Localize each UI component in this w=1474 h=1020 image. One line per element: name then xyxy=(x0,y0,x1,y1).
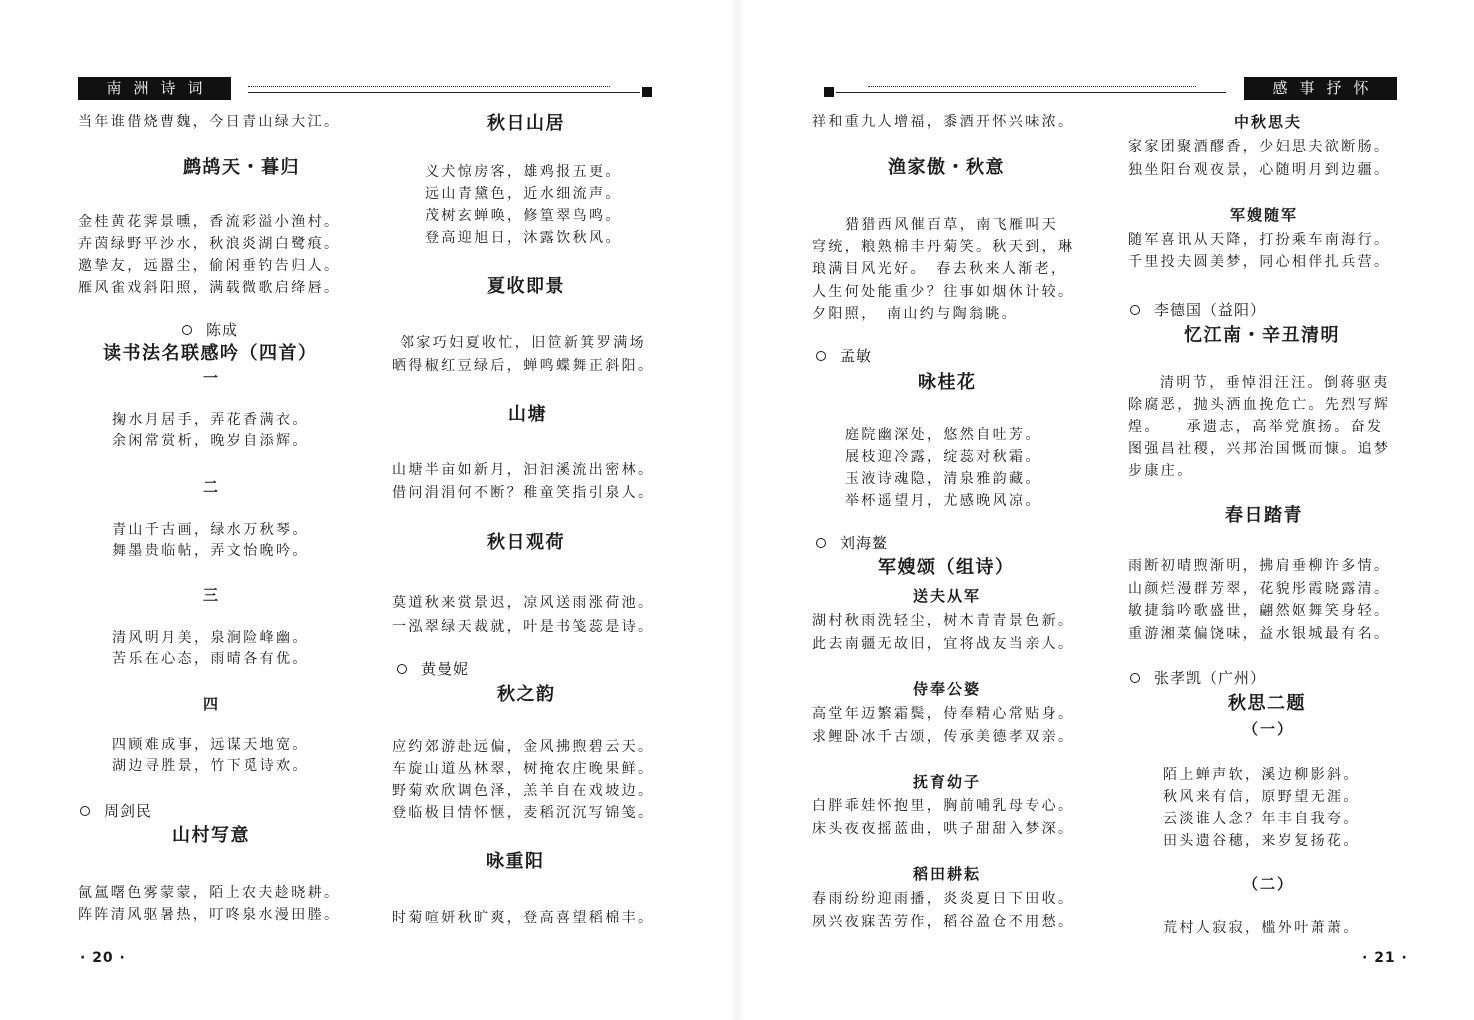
poem-line: 随军喜讯从天降，打扮乘车南海行。 xyxy=(1128,232,1391,248)
poem-line: 晒得椒红豆绿后，蝉鸣蝶舞正斜阳。 xyxy=(392,358,655,374)
poem-line: 白胖乖娃怀抱里，胸前哺乳母专心。 xyxy=(812,798,1075,814)
author-entry xyxy=(182,320,238,340)
poem-line: 金桂黄花霁景曛，香流彩溢小渔村。 xyxy=(78,214,341,230)
poem-line: 雨断初晴煦渐明，拂肩垂柳许多情。 xyxy=(1128,558,1391,574)
author-entry xyxy=(816,533,888,553)
poem-line: 祥和重九人增福，黍酒开怀兴味浓。 xyxy=(812,114,1075,130)
poem-line: 敏捷翁吟歌盛世，翩然妪舞笑身轻。 xyxy=(1128,603,1391,619)
header-square-icon xyxy=(642,87,652,97)
poem-title: 山村写意 xyxy=(172,825,250,846)
poem-line: 清明节，垂悼泪汪汪。倒蒋驱夷 xyxy=(1160,375,1390,391)
header-rule-dotted xyxy=(248,86,610,87)
poem-subtitle: 稻田耕耘 xyxy=(913,865,982,883)
poem-line: 山颜烂漫群芳翠，花貌彤霞晓露清。 xyxy=(1128,581,1391,597)
author-name: 孟敏 xyxy=(840,347,873,365)
poem-title: 秋思二题 xyxy=(1228,693,1306,714)
page-number: · 21 · xyxy=(1362,950,1408,966)
poem-line: 卉茵绿野平沙水，秋浪炎湖白鹭痕。 xyxy=(78,236,341,252)
poem-line: 当年谁借烧曹魏，今日青山绿大江。 xyxy=(78,114,341,130)
poem-line: 此去南疆无故旧，宜将战友当亲人。 xyxy=(812,636,1075,652)
poem-line: 邀挚友，远嚣尘，偷闲垂钓告归人。 xyxy=(78,258,341,274)
poem-line: 邻家巧妇夏收忙，旧笸新箕罗满场 xyxy=(400,335,646,351)
author-marker-icon xyxy=(816,538,826,548)
poem-line: 登高迎旭日，沐露饮秋风。 xyxy=(425,230,622,246)
section-number: 三 xyxy=(202,586,218,604)
author-name: 李德国（益阳） xyxy=(1154,301,1267,319)
poem-line: 床头夜夜摇蓝曲，哄子甜甜入梦深。 xyxy=(812,821,1075,837)
poem-line: 登临极目情怀惬，麦稻沉沉写锦笺。 xyxy=(392,805,655,821)
poem-title: 春日踏青 xyxy=(1225,505,1303,526)
author-entry xyxy=(816,346,872,366)
poem-line: 展枝迎冷露，绽蕊对秋霜。 xyxy=(845,449,1042,465)
author-name: 张孝凯（广州） xyxy=(1154,669,1267,687)
page-number: · 20 · xyxy=(80,950,126,966)
author-marker-icon xyxy=(1130,673,1140,683)
poem-line: 车旋山道丛林翠，树掩农庄晚果鲜。 xyxy=(392,761,655,777)
poem-line: 清风明月美，泉涧险峰幽。 xyxy=(112,630,309,646)
poem-line: 野菊欢欣调色泽，羔羊自在戏坡边。 xyxy=(392,783,655,799)
author-name: 黄曼妮 xyxy=(421,660,470,678)
poem-line: 图强昌社稷，兴邦治国慨而慷。追梦 xyxy=(1128,441,1391,457)
poem-subtitle: （一） xyxy=(1243,720,1295,738)
poem-line: 求鲤卧冰千古颂，传承美德孝双亲。 xyxy=(812,729,1075,745)
header-rule-dotted xyxy=(868,86,1196,87)
poem-line: 湖村秋雨洗轻尘，树木青青景色新。 xyxy=(812,613,1075,629)
author-marker-icon xyxy=(80,806,90,816)
author-name: 刘海鳌 xyxy=(840,534,889,552)
poem-line: 莫道秋来赏景迟，凉风送雨涨荷池。 xyxy=(392,595,655,611)
poem-title: 渔家傲・秋意 xyxy=(888,157,1005,178)
author-entry xyxy=(1130,300,1266,320)
poem-line: 山塘半亩如新月，汩汩溪流出密林。 xyxy=(392,462,655,478)
poem-line: 荒村人寂寂，槛外叶萧萧。 xyxy=(1163,920,1360,936)
poem-title: 咏桂花 xyxy=(918,372,977,393)
author-marker-icon xyxy=(816,351,826,361)
poem-line: 重游湘菜偏饶味，益水银城最有名。 xyxy=(1128,626,1391,642)
header-rule-solid xyxy=(836,92,1226,93)
poem-line: 独坐阳台观夜景，心随明月到边疆。 xyxy=(1128,162,1391,178)
poem-line: 云淡谁人念？年丰自我夸。 xyxy=(1163,811,1360,827)
poem-line: 琅满目风光好。 春去秋来人渐老， xyxy=(812,261,1068,277)
poem-line: 远山青黛色，近水细流声。 xyxy=(425,186,622,202)
author-marker-icon xyxy=(1130,305,1140,315)
poem-subtitle: 抚育幼子 xyxy=(913,773,982,791)
poem-title: 山塘 xyxy=(508,404,547,425)
poem-line: 玉液诗魂隐，清泉雅韵藏。 xyxy=(845,471,1042,487)
poem-line: 猎猎西风催百草，南飞雁叫天 xyxy=(845,217,1059,233)
poem-line: 时菊喧妍秋旷爽，登高喜望稻棉丰。 xyxy=(392,910,655,926)
section-number: 四 xyxy=(202,695,218,713)
header-rule-solid xyxy=(248,92,640,93)
author-entry xyxy=(1130,668,1266,688)
poem-line: 人生何处能重少？往事如烟休计较。 xyxy=(812,284,1075,300)
poem-line: 家家团聚酒醪香，少妇思夫欲断肠。 xyxy=(1128,139,1391,155)
poem-line: 一泓翠绿天裁就，叶是书笺蕊是诗。 xyxy=(392,619,655,635)
poem-line: 步康庄。 xyxy=(1128,463,1194,479)
poem-subtitle: （二） xyxy=(1243,875,1295,893)
section-number: 一 xyxy=(202,369,218,387)
author-entry xyxy=(80,801,152,821)
poem-title: 咏重阳 xyxy=(486,851,545,872)
poem-line: 借问涓涓何不断？稚童笑指引泉人。 xyxy=(392,485,655,501)
poem-subtitle: 送夫从军 xyxy=(913,587,982,605)
poem-line: 举杯遥望月，尤感晚风凉。 xyxy=(845,493,1042,509)
poem-title: 夏收即景 xyxy=(487,276,565,297)
poem-line: 阵阵清风驱暑热，叮咚泉水漫田塍。 xyxy=(78,907,341,923)
poem-title: 忆江南・辛丑清明 xyxy=(1184,325,1340,346)
poem-line: 煌。 承遗志，高举党旗扬。奋发 xyxy=(1128,419,1384,435)
section-header-title: 南洲诗词 xyxy=(78,77,231,100)
poem-line: 田头遗谷穗，来岁复扬花。 xyxy=(1163,833,1360,849)
poem-title: 秋日观荷 xyxy=(487,532,565,553)
poem-line: 秋风来有信，原野望无涯。 xyxy=(1163,789,1360,805)
header-square-icon xyxy=(824,87,834,97)
poem-title: 读书法名联感吟（四首） xyxy=(103,343,318,364)
poem-line: 夙兴夜寐苦劳作，稻谷盈仓不用愁。 xyxy=(812,914,1075,930)
poem-line: 夕阳照， 南山约与陶翁眺。 xyxy=(812,306,1019,322)
poem-line: 除腐恶，抛头洒血挽危亡。先烈写辉 xyxy=(1128,397,1391,413)
poem-line: 高堂年迈繁霜鬓，侍奉精心常贴身。 xyxy=(812,706,1075,722)
poem-line: 穹统，粮熟棉丰丹菊笑。秋天到，琳 xyxy=(812,239,1075,255)
poem-title: 军嫂颂（组诗） xyxy=(878,557,1015,578)
section-header-title: 感事抒怀 xyxy=(1244,77,1397,100)
author-marker-icon xyxy=(182,325,192,335)
poem-line: 千里投夫圆美梦，同心相伴扎兵营。 xyxy=(1128,254,1391,270)
poem-subtitle: 侍奉公婆 xyxy=(913,680,982,698)
poem-line: 春雨纷纷迎雨播，炎炎夏日下田收。 xyxy=(812,891,1075,907)
author-entry xyxy=(397,659,469,679)
poem-line: 掬水月居手，弄花香满衣。 xyxy=(112,412,309,428)
poem-line: 苦乐在心态，雨晴各有优。 xyxy=(112,651,309,667)
poem-title: 秋之韵 xyxy=(497,684,556,705)
poem-line: 四顾难成事，远谋天地宽。 xyxy=(112,737,309,753)
poem-line: 茂树玄蝉唤，修篁翠鸟鸣。 xyxy=(425,208,622,224)
poem-line: 应约郊游赴远偏，金风拂煦碧云天。 xyxy=(392,739,655,755)
poem-title: 鹧鸪天・暮归 xyxy=(183,157,300,178)
poem-line: 陌上蝉声软，溪边柳影斜。 xyxy=(1163,767,1360,783)
poem-line: 余闲常赏析，晚岁自添辉。 xyxy=(112,433,309,449)
poem-subtitle: 中秋思夫 xyxy=(1234,113,1303,131)
section-number: 二 xyxy=(202,478,218,496)
poem-subtitle: 军嫂随军 xyxy=(1230,206,1299,224)
poem-line: 雁风雀戏斜阳照，满载微歌启绛唇。 xyxy=(78,280,341,296)
poem-line: 青山千古画，绿水万秋琴。 xyxy=(112,522,309,538)
poem-line: 庭院幽深处，悠然自吐芳。 xyxy=(845,427,1042,443)
poem-line: 湖边寻胜景，竹下觅诗欢。 xyxy=(112,758,309,774)
author-name: 周剑民 xyxy=(104,802,153,820)
poem-line: 氤氲曙色雾蒙蒙，陌上农夫趁晓耕。 xyxy=(78,885,341,901)
author-marker-icon xyxy=(397,664,407,674)
poem-title: 秋日山居 xyxy=(487,113,565,134)
author-name: 陈成 xyxy=(206,321,239,339)
poem-line: 舞墨贵临帖，弄文怡晚吟。 xyxy=(112,543,309,559)
poem-line: 义犬惊房客，雄鸡报五更。 xyxy=(425,164,622,180)
